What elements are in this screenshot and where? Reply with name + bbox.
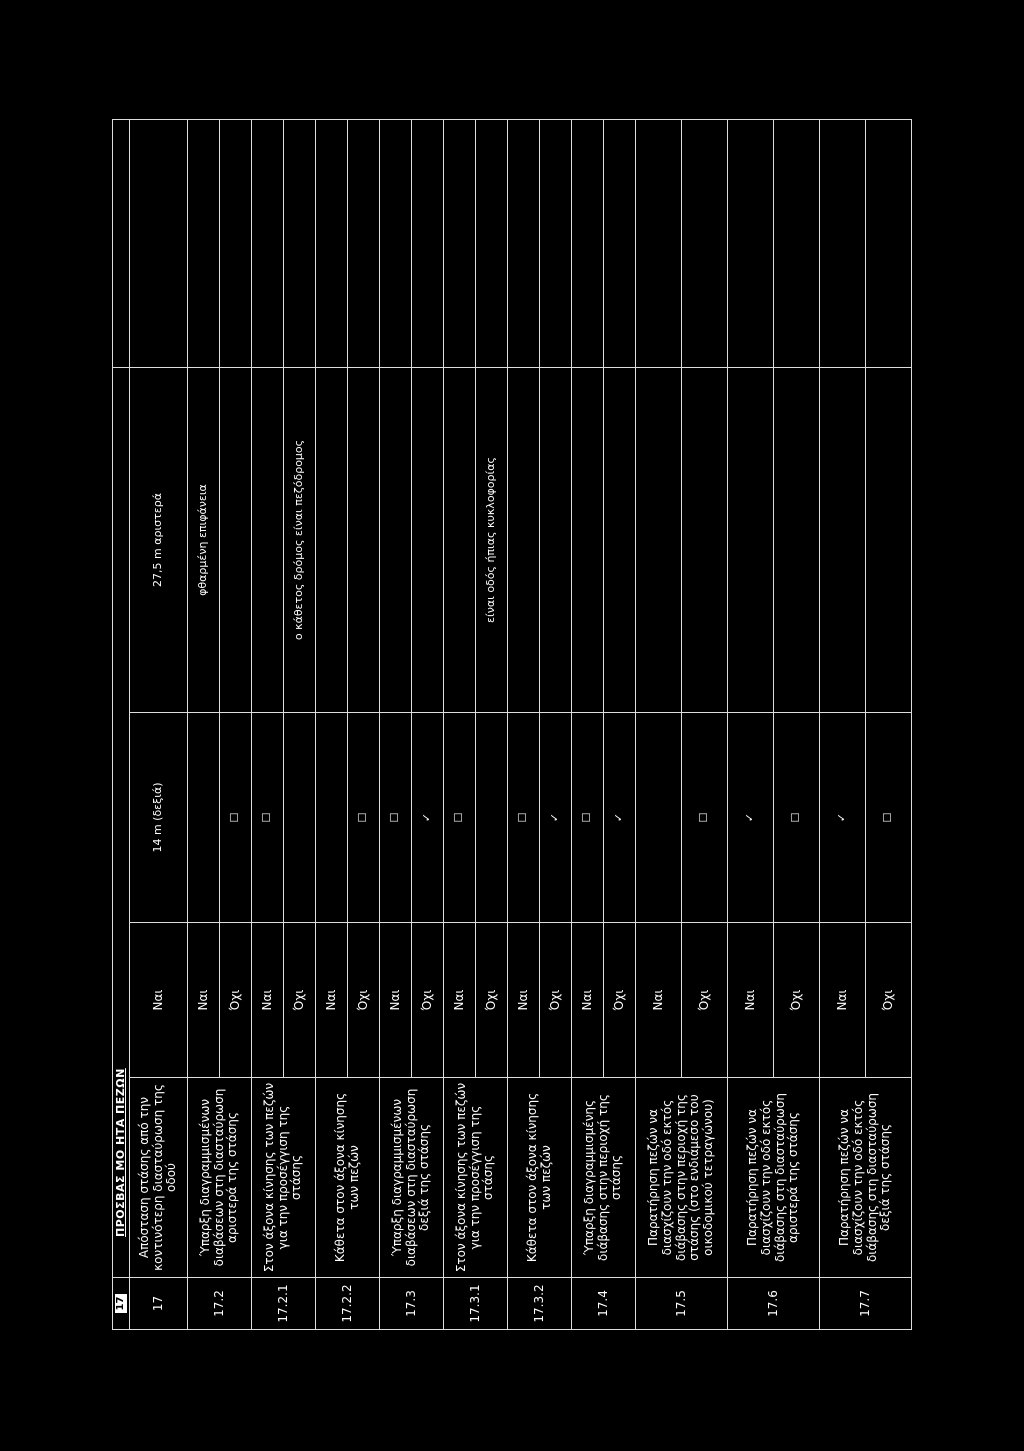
- answer-mark: 14 m (δεξιά): [130, 713, 188, 923]
- checkbox-icon[interactable]: ☐: [866, 713, 912, 923]
- observation-note: [412, 368, 444, 713]
- check-icon[interactable]: ✓: [412, 713, 444, 923]
- answer-option: Ναι: [380, 923, 412, 1078]
- table-row: [820, 120, 866, 1330]
- empty-cell: [220, 120, 252, 368]
- answer-option: Ναι: [316, 923, 348, 1078]
- empty-cell: [412, 120, 444, 368]
- answer-option: Ναι: [130, 923, 188, 1078]
- check-icon[interactable]: ✓: [820, 713, 866, 923]
- checkbox-icon[interactable]: ☐: [220, 713, 252, 923]
- table-row: [380, 120, 412, 1330]
- section-title: ΠΡΟΣΒΑΣ ΜΟ ΗΤΑ ΠΕΖΩΝ: [113, 368, 130, 1278]
- empty-cell: [130, 120, 188, 368]
- empty-cell: [604, 120, 636, 368]
- header-empty-cell: [113, 120, 130, 368]
- empty-cell: [348, 120, 380, 368]
- empty-cell: [636, 120, 682, 368]
- observation-note: [252, 368, 284, 713]
- empty-cell: [444, 120, 476, 368]
- empty-cell: [774, 120, 820, 368]
- empty-cell: [728, 120, 774, 368]
- observation-note: [636, 368, 682, 713]
- empty-cell: [820, 120, 866, 368]
- empty-cell: [572, 120, 604, 368]
- observation-note: [820, 368, 866, 713]
- checkbox-icon[interactable]: ☐: [444, 713, 476, 923]
- answer-option: Ναι: [508, 923, 540, 1078]
- check-icon[interactable]: ✓: [540, 713, 572, 923]
- table-row: [636, 120, 682, 1330]
- observation-note: [348, 368, 380, 713]
- observation-note: [220, 368, 252, 713]
- item-code: 17.2.2: [316, 1278, 380, 1330]
- checkbox-icon[interactable]: ☐: [774, 713, 820, 923]
- empty-cell: [380, 120, 412, 368]
- table-row: [444, 120, 476, 1330]
- rotated-form-sheet: [112, 120, 922, 1330]
- item-description: Στον άξονα κίνησης των πεζών για την προσέγγιση της στάσης: [252, 1078, 316, 1278]
- table-row: [508, 120, 540, 1330]
- answer-option: Ναι: [188, 923, 220, 1078]
- check-icon[interactable]: ✓: [604, 713, 636, 923]
- item-description: Ύπαρξη διαγραμμισμένων διαβάσεων στη διασταύρωση δεξιά της στάσης: [380, 1078, 444, 1278]
- answer-mark: [636, 713, 682, 923]
- answer-mark: [476, 713, 508, 923]
- answer-option: Όχι: [476, 923, 508, 1078]
- empty-cell: [866, 120, 912, 368]
- answer-option: Όχι: [774, 923, 820, 1078]
- answer-mark: [316, 713, 348, 923]
- item-description: Στον άξονα κίνησης των πεζών για την προσέγγιση της στάσης: [444, 1078, 508, 1278]
- section-badge-cell: [113, 1278, 130, 1330]
- item-code: 17.2: [188, 1278, 252, 1330]
- item-description: Απόσταση στάσης από την κοντινότερη διασταύρωση της οδού: [130, 1078, 188, 1278]
- table-row: [130, 120, 188, 1330]
- item-code: 17.3.1: [444, 1278, 508, 1330]
- observation-note: [728, 368, 774, 713]
- empty-cell: [316, 120, 348, 368]
- answer-option: Ναι: [636, 923, 682, 1078]
- empty-cell: [540, 120, 572, 368]
- answer-option: Όχι: [866, 923, 912, 1078]
- observation-note: ο κάθετος δρόμος είναι πεζόδρομος: [284, 368, 316, 713]
- empty-cell: [284, 120, 316, 368]
- observation-note: [316, 368, 348, 713]
- answer-mark: [284, 713, 316, 923]
- empty-cell: [476, 120, 508, 368]
- answer-option: Όχι: [682, 923, 728, 1078]
- observation-note: [380, 368, 412, 713]
- observation-note: 27,5 m αριστερά: [130, 368, 188, 713]
- pedestrian-access-table: [112, 119, 912, 1330]
- answer-option: Όχι: [540, 923, 572, 1078]
- answer-option: Όχι: [604, 923, 636, 1078]
- item-code: 17.4: [572, 1278, 636, 1330]
- item-code: 17: [130, 1278, 188, 1330]
- item-code: 17.3: [380, 1278, 444, 1330]
- checkbox-icon[interactable]: ☐: [572, 713, 604, 923]
- item-description: Κάθετα στον άξονα κίνησης των πεζών: [508, 1078, 572, 1278]
- empty-cell: [508, 120, 540, 368]
- answer-mark: [188, 713, 220, 923]
- table-row: [728, 120, 774, 1330]
- answer-option: Ναι: [252, 923, 284, 1078]
- empty-cell: [252, 120, 284, 368]
- observation-note: [508, 368, 540, 713]
- answer-option: Όχι: [284, 923, 316, 1078]
- item-code: 17.2.1: [252, 1278, 316, 1330]
- answer-option: Ναι: [820, 923, 866, 1078]
- observation-note: [866, 368, 912, 713]
- answer-option: Όχι: [348, 923, 380, 1078]
- table-row: [188, 120, 220, 1330]
- item-code: 17.7: [820, 1278, 912, 1330]
- checkbox-icon[interactable]: ☐: [252, 713, 284, 923]
- answer-option: Ναι: [444, 923, 476, 1078]
- item-code: 17.6: [728, 1278, 820, 1330]
- observation-note: [604, 368, 636, 713]
- empty-cell: [188, 120, 220, 368]
- item-description: Παρατήρηση πεζών να διασχίζουν την οδό εκτός διάβασης στην περιοχή της στάσης (στο ενδιάμεσο του οικοδομικού τετραγώνου): [636, 1078, 728, 1278]
- observation-note: [682, 368, 728, 713]
- item-description: Παρατήρηση πεζών να διασχίζουν την οδό εκτός διάβασης στη διασταύρωση δεξιά της στάσης: [820, 1078, 912, 1278]
- table-header-row: [113, 120, 130, 1330]
- answer-option: Όχι: [220, 923, 252, 1078]
- observation-note: φθαρμένη επιφάνεια: [188, 368, 220, 713]
- table-row: [572, 120, 604, 1330]
- observation-note: [444, 368, 476, 713]
- observation-note: [774, 368, 820, 713]
- table-row: [252, 120, 284, 1330]
- observation-note: [540, 368, 572, 713]
- answer-option: Ναι: [572, 923, 604, 1078]
- answer-option: Όχι: [412, 923, 444, 1078]
- check-icon[interactable]: ✓: [728, 713, 774, 923]
- item-code: 17.5: [636, 1278, 728, 1330]
- item-description: Ύπαρξη διαγραμμισμένης διάβασης στην περιοχή της στάσης: [572, 1078, 636, 1278]
- empty-cell: [682, 120, 728, 368]
- checkbox-icon[interactable]: ☐: [508, 713, 540, 923]
- item-description: Ύπαρξη διαγραμμισμένων διαβάσεων στη διασταύρωση αριστερά της στάσης: [188, 1078, 252, 1278]
- observation-note: [572, 368, 604, 713]
- observation-note: είναι οδός ήπιας κυκλοφορίας: [476, 368, 508, 713]
- checkbox-icon[interactable]: ☐: [380, 713, 412, 923]
- answer-option: Ναι: [728, 923, 774, 1078]
- section-badge: 17: [114, 1293, 128, 1315]
- item-description: Κάθετα στον άξονα κίνησης των πεζών: [316, 1078, 380, 1278]
- checkbox-icon[interactable]: ☐: [348, 713, 380, 923]
- checkbox-icon[interactable]: ☐: [682, 713, 728, 923]
- table-row: [316, 120, 348, 1330]
- item-code: 17.3.2: [508, 1278, 572, 1330]
- item-description: Παρατήρηση πεζών να διασχίζουν την οδό εκτός διάβασης στη διασταύρωση αριστερά της στάσης: [728, 1078, 820, 1278]
